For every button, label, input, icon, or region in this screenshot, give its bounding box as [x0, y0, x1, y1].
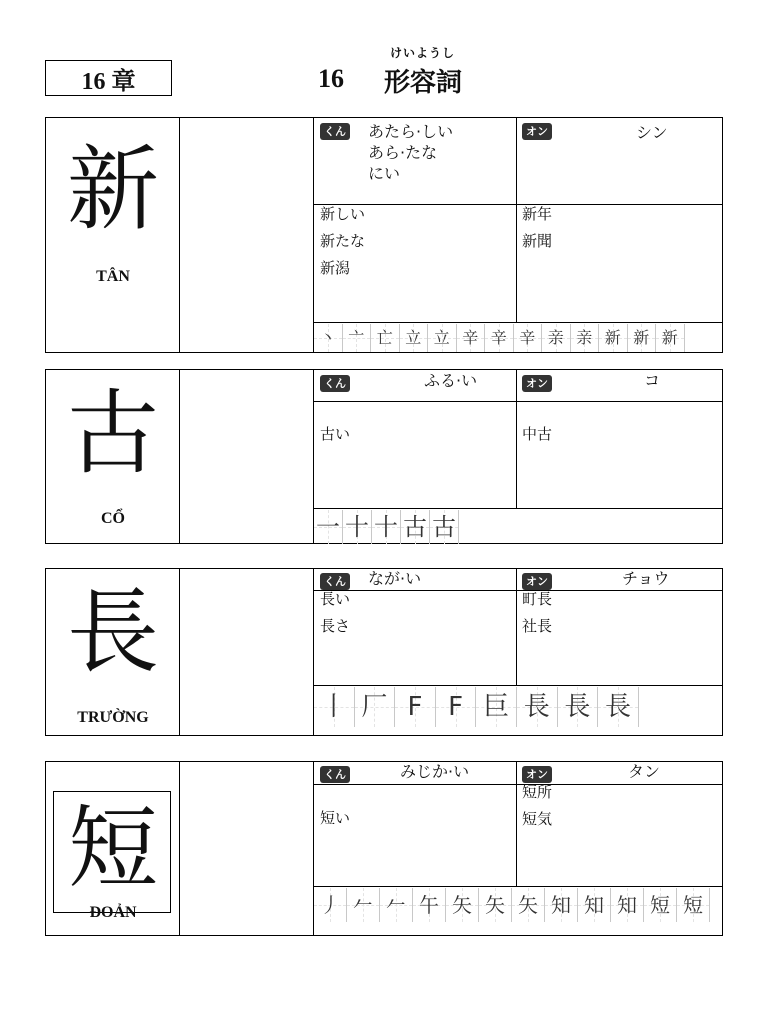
stroke-step: [628, 324, 657, 352]
stroke-step: [479, 888, 512, 922]
stroke-glyph: 辛: [490, 328, 507, 347]
stroke-step: [578, 888, 611, 922]
readings-panel: [314, 569, 722, 735]
stroke-step: [347, 888, 380, 922]
stroke-glyph: 𠂉: [386, 893, 406, 917]
stroke-glyph: 巨: [483, 692, 510, 722]
stroke-step: [514, 324, 543, 352]
stroke-glyph: 知: [551, 893, 571, 917]
stroke-step: [400, 324, 429, 352]
kun-tag: くん: [320, 375, 350, 392]
stroke-step: [512, 888, 545, 922]
on-example: 短気: [522, 810, 553, 828]
stroke-glyph: 短: [650, 893, 670, 917]
on-tag: オン: [522, 375, 552, 392]
on-example: 中古: [522, 425, 553, 443]
notes-column: [180, 569, 314, 735]
on-reading: コ: [644, 371, 661, 390]
kanji-character: 短: [68, 796, 158, 901]
stroke-glyph: 知: [584, 893, 604, 917]
stroke-step: [644, 888, 677, 922]
stroke-glyph: 矢: [518, 893, 538, 917]
chapter-label: 16 章: [45, 60, 172, 96]
stroke-glyph: 𠂉: [353, 893, 373, 917]
kun-reading: あら·たな: [368, 143, 438, 162]
stroke-step: [413, 888, 446, 922]
stroke-glyph: 十: [374, 513, 398, 541]
readings-panel: [314, 118, 722, 352]
stroke-glyph: 新: [633, 328, 650, 347]
stroke-step: [436, 687, 477, 727]
stroke-step: [517, 687, 558, 727]
stroke-glyph: 亡: [376, 328, 393, 347]
stroke-step: [677, 888, 710, 922]
stroke-glyph: 新: [661, 328, 678, 347]
stroke-glyph: 丨: [320, 692, 347, 722]
stroke-order-strip: [314, 888, 710, 922]
stroke-step: [372, 510, 401, 544]
stroke-glyph: 矢: [452, 893, 472, 917]
hanviet-reading: TRƯỜNG: [77, 709, 149, 726]
on-reading: タン: [628, 762, 661, 781]
stroke-glyph: 十: [345, 513, 369, 541]
stroke-glyph: 亲: [576, 328, 593, 347]
lesson-title-furigana: けいようし: [390, 46, 456, 60]
stroke-glyph: 午: [419, 893, 439, 917]
stroke-step: [598, 687, 639, 727]
stroke-step: [485, 324, 514, 352]
stroke-glyph: F: [407, 692, 423, 722]
kun-example: 新たな: [320, 232, 366, 250]
kanji-column: [46, 118, 180, 352]
on-tag: オン: [522, 123, 552, 140]
readings-panel: [314, 762, 722, 935]
on-reading: シン: [636, 123, 668, 142]
stroke-step: [314, 888, 347, 922]
on-tag: オン: [522, 573, 552, 590]
stroke-order-strip: [314, 687, 639, 727]
kanji-column: [46, 569, 180, 735]
stroke-step: [599, 324, 628, 352]
stroke-step: [343, 510, 372, 544]
stroke-step: [457, 324, 486, 352]
stroke-step: [571, 324, 600, 352]
stroke-glyph: 長: [604, 692, 631, 722]
stroke-step: [314, 510, 343, 544]
kun-example: 古い: [320, 425, 351, 443]
lesson-title: 形容詞: [384, 68, 463, 98]
stroke-glyph: 短: [683, 893, 703, 917]
kun-tag: くん: [320, 123, 350, 140]
kanji-card-2: [45, 369, 723, 544]
stroke-step: [395, 687, 436, 727]
stroke-glyph: 矢: [485, 893, 505, 917]
stroke-step: [446, 888, 479, 922]
on-example: 社長: [522, 617, 553, 635]
kun-reading: にい: [368, 164, 401, 183]
readings-panel: [314, 370, 722, 543]
lesson-number: 16: [318, 64, 344, 93]
kun-reading: なが·い: [368, 569, 422, 588]
hanviet-reading: CỔ: [101, 510, 125, 527]
kanji-column: [46, 762, 180, 935]
kanji-card-1: [45, 117, 723, 353]
stroke-step: [558, 687, 599, 727]
stroke-glyph: 丿: [320, 893, 340, 917]
kun-reading: あたら·しい: [368, 122, 454, 141]
on-example: 短所: [522, 783, 553, 801]
kun-example: 長さ: [320, 617, 351, 635]
kanji-card-3: [45, 568, 723, 736]
kanji-character: 新: [66, 136, 159, 243]
on-example: 新年: [522, 205, 553, 223]
stroke-glyph: 古: [403, 513, 427, 541]
stroke-glyph: 長: [523, 692, 550, 722]
on-example: 新聞: [522, 232, 553, 250]
kun-example: 新しい: [320, 205, 366, 223]
stroke-glyph: 亠: [348, 328, 365, 347]
stroke-glyph: 長: [564, 692, 591, 722]
stroke-glyph: 一: [316, 513, 340, 541]
stroke-step: [371, 324, 400, 352]
stroke-step: [355, 687, 396, 727]
stroke-step: [545, 888, 578, 922]
stroke-glyph: 新: [604, 328, 621, 347]
on-reading: チョウ: [622, 569, 670, 588]
kun-tag: くん: [320, 573, 350, 590]
stroke-glyph: 亲: [547, 328, 564, 347]
stroke-step: [401, 510, 430, 544]
kun-tag: くん: [320, 766, 350, 783]
on-example: 町長: [522, 590, 553, 608]
kanji-character: 古: [66, 380, 159, 487]
stroke-step: [656, 324, 685, 352]
stroke-step: [314, 324, 343, 352]
stroke-glyph: 辛: [519, 328, 536, 347]
stroke-glyph: 立: [405, 328, 422, 347]
stroke-glyph: F: [448, 692, 464, 722]
notes-column: [180, 118, 314, 352]
stroke-glyph: 丶: [319, 328, 336, 347]
stroke-step: [428, 324, 457, 352]
stroke-step: [343, 324, 372, 352]
stroke-glyph: 立: [433, 328, 450, 347]
stroke-order-strip: [314, 324, 685, 352]
hanviet-reading: ĐOẢN: [89, 904, 137, 921]
stroke-order-strip: [314, 510, 459, 544]
kun-reading: ふる·い: [424, 371, 478, 390]
kun-example: 長い: [320, 590, 351, 608]
stroke-step: [430, 510, 459, 544]
kanji-column: [46, 370, 180, 543]
stroke-step: [314, 687, 355, 727]
notes-column: [180, 370, 314, 543]
stroke-step: [611, 888, 644, 922]
kun-example: 新潟: [320, 259, 351, 277]
kanji-card-4: [45, 761, 723, 936]
kanji-character: 長: [66, 579, 159, 686]
on-tag: オン: [522, 766, 552, 783]
notes-column: [180, 762, 314, 935]
kun-reading: みじか·い: [400, 762, 470, 781]
stroke-glyph: 辛: [462, 328, 479, 347]
stroke-glyph: 厂: [361, 692, 388, 722]
stroke-step: [380, 888, 413, 922]
stroke-step: [476, 687, 517, 727]
stroke-glyph: 知: [617, 893, 637, 917]
kun-example: 短い: [320, 809, 351, 827]
stroke-step: [542, 324, 571, 352]
hanviet-reading: TÂN: [96, 268, 130, 285]
stroke-glyph: 古: [432, 513, 456, 541]
